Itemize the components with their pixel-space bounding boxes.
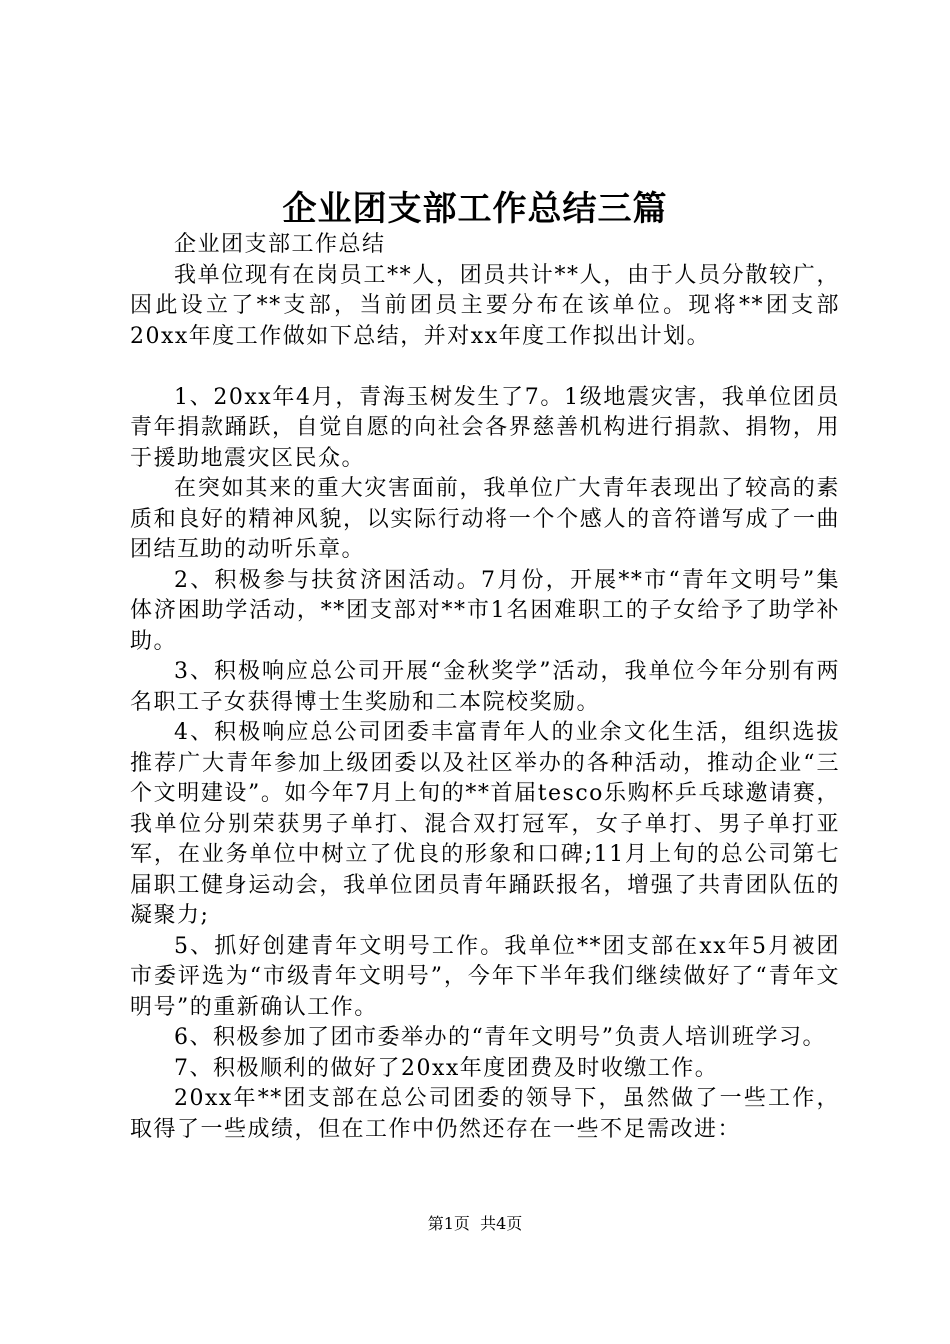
- paragraph-spacer: [130, 352, 840, 383]
- body-paragraph: 3、积极响应总公司开展“金秋奖学”活动，我单位今年分别有两名职工子女获得博士生奖励和二本院校奖励。: [130, 659, 840, 715]
- document-body: [130, 230, 840, 1145]
- body-paragraph: 5、抓好创建青年文明号工作。我单位**团支部在xx年5月被团市委评选为“市级青年文明号”，今年下半年我们继续做好了“青年文明号”的重新确认工作。: [130, 933, 840, 1020]
- body-paragraph: 6、积极参加了团市委举办的“青年文明号”负责人培训班学习。: [174, 1025, 826, 1050]
- body-paragraph: 我单位现有在岗员工**人，团员共计**人，由于人员分散较广，因此设立了**支部，当前团员主要分布在该单位。现将**团支部20xx年度工作做如下总结，并对xx年度工作拟出计划。: [130, 262, 840, 349]
- body-paragraph: 7、积极顺利的做好了20xx年度团费及时收缴工作。: [174, 1055, 719, 1081]
- page-footer: 第1页 共4页: [427, 1214, 523, 1233]
- body-paragraph: 20xx年**团支部在总公司团委的领导下，虽然做了一些工作，取得了一些成绩，但在工作中仍然还存在一些不足需改进：: [130, 1086, 840, 1142]
- body-paragraph: 在突如其来的重大灾害面前，我单位广大青年表现出了较高的素质和良好的精神风貌，以实际行动将一个个感人的音符谱写成了一曲团结互助的动听乐章。: [130, 476, 840, 562]
- section-heading: 企业团支部工作总结: [174, 232, 386, 257]
- body-paragraph: 4、积极响应总公司团委丰富青年人的业余文化生活，组织选拔推荐广大青年参加上级团委以及社区举办的各种活动，推动企业“三个文明建设”。如今年7月上旬的**首届tesco乐购杯乒乓球邀请赛，我单位分别荣获男子单打、混合双打冠军，女子单打、男子单打亚军，在业务单位中树立了优良的形象和口碑;11月上旬的总公司第七届职工健身运动会，我单位团员青年踊跃报名，增强了共青团队伍的凝聚力;: [130, 720, 840, 928]
- body-paragraph: 1、20xx年4月，青海玉树发生了7。1级地震灾害，我单位团员青年捐款踊跃，自觉自愿的向社会各界慈善机构进行捐款、捐物，用于援助地震灾区民众。: [130, 384, 840, 471]
- document-title: 企业团支部工作总结三篇: [282, 189, 668, 229]
- body-paragraph: 2、积极参与扶贫济困活动。7月份，开展**市“青年文明号”集体济困助学活动，**团支部对**市1名困难职工的子女给予了助学补助。: [130, 567, 840, 654]
